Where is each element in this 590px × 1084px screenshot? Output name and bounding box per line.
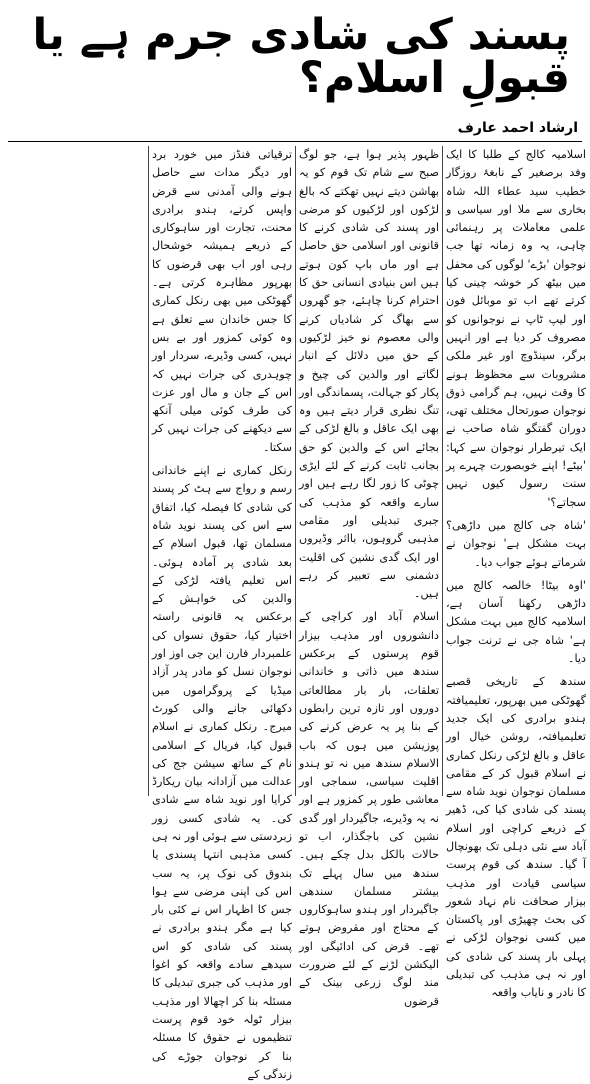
paragraph: 'شاہ جی کالج میں داڑھی؟ بہت مشکل ہے' نوجوان نے شرماتے ہوئے جواب دیا۔	[446, 518, 586, 569]
column-divider	[295, 146, 296, 796]
paragraph: ظہور پذیر ہوا ہے، جو لوگ صبح سے شام تک قوم کو یہ بھاشن دیتے نہیں تھکتے کہ بالغ لڑکوں اور لڑکیوں کو مرضی اور پسند کی شادی کرنے کا قانونی اور اسلامی حق حاصل ہے اور ماں باپ کون ہوتے ہیں اس بنیادی انسانی حق کا احترام کرنا چاہئے، جو گھروں سے بھاگ کر شادیاں کرنے والی معصوم نو خیز لڑکیوں کے حق میں دلائل کے انبار لگاتے اور والدین کی چیخ و پکار کو جہالت، پسماندگی اور تنگ نظری قرار دیتے ہیں وہ بھی ایک عاقل و بالغ لڑکی کے بجائے اس کے والدین کو حق بجانب ثابت کرنے کے لئے ایڑی چوٹی کا زور لگا رہے ہیں اور سارے واقعہ کو مذہب کی جبری تبدیلی اور مقامی مذہبی گروہوں، بااثر وڈیروں اور ایک گدی نشین کی اقلیت دشمنی سے تعبیر کر رہے ہیں۔	[299, 148, 439, 601]
article-column-4	[8, 146, 145, 796]
article-body	[8, 146, 586, 1081]
column-divider	[442, 146, 443, 796]
paragraph: رنکل کماری نے اپنے خاندانی رسم و رواج سے ہٹ کر پسند کی شادی کا فیصلہ کیا، اتفاق سے اس کی پسند نوید شاہ مسلمان تھا، قبول اسلام کے بعد شادی پر آمادہ ہوئی۔ اس تعلیم یافتہ لڑکی کے والدین کی خواہش کے برعکس یہ قانونی راستہ اختیار کیا، حقوق نسواں کی علمبردار فارن این جی اوز اور نوجوان نسل کو مادر پدر آزاد میڈیا کے پروگراموں میں دکھائی جانے والی کورٹ میرج۔ رنکل کماری نے اسلام قبول کیا، فریال کے اسلامی نام کے ساتھ سیشن جج کی عدالت میں آزادانہ بیان ریکارڈ کرایا اور نوید شاہ سے شادی کی۔ یہ شادی کسی زور زبردستی سے ہوئی اور نہ ہی کسی مذہبی انتہا پسندی یا بندوق کی نوک پر، یہ سب اس کی اپنی مرضی سے ہوا جس کا اظہار اس نے کئی بار کیا ہے مگر ہندو برادری نے پسند کی شادی کو اس سیدھے سادے واقعہ کو اغوا اور مذہب کی جبری تبدیلی کا مسئلہ بنا کر اچھالا اور مذہب بیزار ٹولہ خود قوم پرست تنظیموں نے حقوق کا مسئلہ بنا کر نوجوان جوڑے کی زندگی کے	[152, 464, 292, 1081]
headline: پسند کی شادی جرم ہے یا قبولِ اسلام؟	[32, 10, 570, 103]
paragraph: اسلامیہ کالج کے طلبا کا ایک وفد برصغیر کے نابغۂ روزگار خطیب سید عطاء اللہ شاہ بخاری سے ملا اور سیاسی و علمی معاملات پر رہنمائی چاہی، یہ وہ زمانہ تھا جب نوجوان 'بڑے' لوگوں کی محفل میں بیٹھ کر خوشہ چینی کیا کرتے تھے اب تو موبائل فون اور لیپ ٹاپ نے نوجوانوں کو مصروف کر دیا ہے اور انہیں برگر، سینڈوچ اور غیر ملکی مشروبات سے محظوظ ہونے کا وقت نہیں، ہم گرامی ذوق نوجوان صورتحال مختلف تھی، دوران گفتگو شاہ صاحب نے ایک تیرطرار نوجوان سے کہا: 'بیٹے! اپنے خوبصورت چہرے پر سنت رسول کیوں نہیں سجاتے؟'	[446, 148, 586, 509]
paragraph: سندھ کے تاریخی قصبے گھوٹکی میں بھرپور، تعلیمیافتہ ہندو برادری کی ایک جدید تعلیمیافتہ، روشن خیال اور عاقل و بالغ لڑکی رنکل کماری نے اسلام قبول کر کے مقامی مسلمان نوجوان نوید شاہ سے پسند کی شادی کیا کی، ڈھیر کے ذریعے کراچی اور اسلام آباد سے نئی دہلی تک بھونچال آ گیا۔ سندھ کی قوم پرست سیاسی قیادت اور مذہب بیزار صحافت نام نہاد شعور کی بحث چھیڑی اور پاکستان میں کسی نوجوان لڑکی نے پہلی بار پسند کی شادی کی اور نہ ہی مذہب کی تبدیلی کا نادر و نایاب واقعہ	[446, 675, 586, 1000]
column-divider	[148, 146, 149, 796]
author-byline: ارشاد احمد عارف	[457, 120, 578, 136]
article-column-2	[299, 146, 439, 1008]
paragraph: 'اوہ بیٹا! خالصہ کالج میں داڑھی رکھنا آسان ہے، اسلامیہ کالج میں بہت مشکل ہے' شاہ جی نے ترنت جواب دیا۔	[446, 578, 586, 666]
article-column-1	[446, 146, 586, 1000]
header-rule	[8, 141, 582, 142]
article-column-3	[152, 146, 292, 1081]
paragraph: اسلام آباد اور کراچی کے دانشوروں اور مذہب بیزار قوم پرستوں کے برعکس سندھ میں ذاتی و خاندانی تعلقات، بار بار مطالعاتی دوروں اور تازہ ترین رابطوں کے بنا پر یہ عرض کرنے کی پوزیشن میں ہوں کہ باب الاسلام سندھ میں نہ تو ہندو اقلیت سیاسی، سماجی اور معاشی طور پر کمزور ہے اور نہ یہ وڈیرے، جاگیردار اور گدی نشین کی باجگذار، اب تو حالات بالکل بدل چکے ہیں۔ سندھ میں سال پہلے تک بیشتر مسلمان سندھی جاگیردار اور ہندو ساہوکاروں کے محتاج اور مقروض ہوتے تھے۔ قرض کی ادائیگی اور الیکشن لڑنے کے لئے ضرورت مند لوگ زرعی بینک کے قرضوں	[299, 610, 439, 1008]
paragraph: ترقیاتی فنڈز میں خورد برد اور دیگر مدات سے حاصل ہونے والی آمدنی سے قرض واپس کرتے، ہندو برادری محنت، تجارت اور ساہوکاری کے ذریعے ہمیشہ خوشحال رہی اور اب بھی قرضوں کا بھرپور مظاہرہ کرتی ہے۔ گھوٹکی میں بھی رنکل کماری کا جس خاندان سے تعلق ہے وہ کوئی کمزور اور بے بس نہیں، کسی وڈیرے، سردار اور چوہدری کی جرات نہیں کہ اس کے جان و مال اور عزت کی طرف کوئی میلی آنکھ سے دیکھنے کی جرات نہیں کر سکتا۔	[152, 148, 292, 454]
